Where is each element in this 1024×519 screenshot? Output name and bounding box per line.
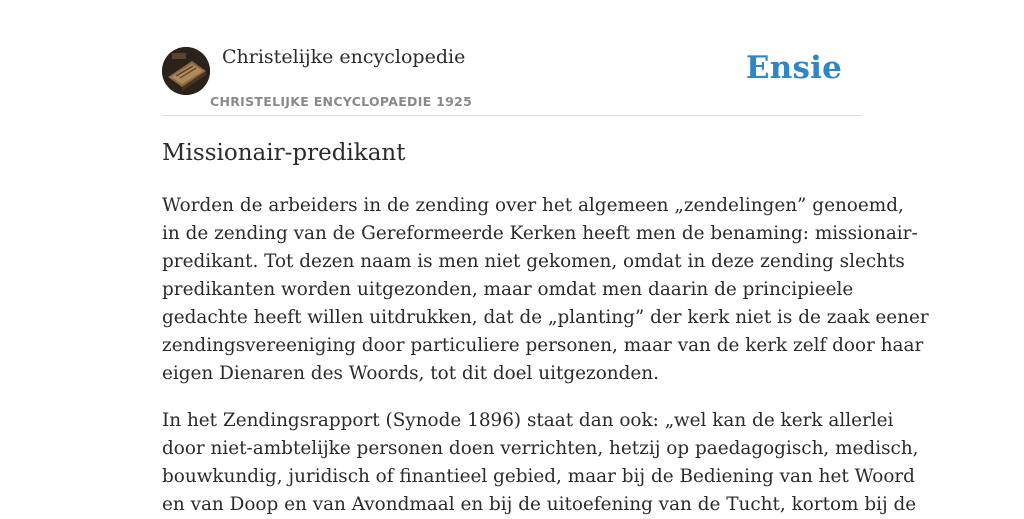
paragraph-line: in de zending van de Gereformeerde Kerken heeft men de benaming: missionair- <box>162 223 918 244</box>
article-title: Missionair-predikant <box>162 140 406 166</box>
paragraph-line: Worden de arbeiders in de zending over het algemeen „zendelingen” genoemd, <box>162 195 904 216</box>
article-paragraph <box>162 407 919 519</box>
book-title[interactable]: Christelijke encyclopedie <box>222 46 466 68</box>
paragraph-line: door niet-ambtelijke personen doen verrichten, hetzij op paedagogisch, medisch, <box>162 438 919 459</box>
paragraph-line: zendingsvereeniging door particuliere personen, maar van de kerk zelf door haar <box>162 335 924 356</box>
paragraph-line: gedachte heeft willen uitdrukken, dat de „planting” der kerk niet is de zaak eener <box>162 307 929 328</box>
paragraph-line: bouwkundig, juridisch of finantieel gebied, maar bij de Bediening van het Woord <box>162 466 915 487</box>
paragraph-line: en van Doop en van Avondmaal en bij de uitoefening van de Tucht, kortom bij de <box>162 494 917 515</box>
ensie-logo[interactable]: Ensie <box>745 50 842 86</box>
paragraph-line: eigen Dienaren des Woords, tot dit doel uitgezonden. <box>162 363 659 384</box>
article-paragraph <box>162 192 929 388</box>
book-cover-thumbnail-icon[interactable] <box>162 47 210 95</box>
paragraph-line: In het Zendingsrapport (Synode 1896) staat dan ook: „wel kan de kerk allerlei <box>162 410 894 431</box>
paragraph-line: predikant. Tot dezen naam is men niet gekomen, omdat in deze zending slechts <box>162 251 905 272</box>
book-subtitle: CHRISTELIJKE ENCYCLOPAEDIE 1925 <box>210 94 473 109</box>
site-header <box>162 46 862 116</box>
paragraph-line: predikanten worden uitgezonden, maar omdat men daarin de principieele <box>162 279 854 300</box>
